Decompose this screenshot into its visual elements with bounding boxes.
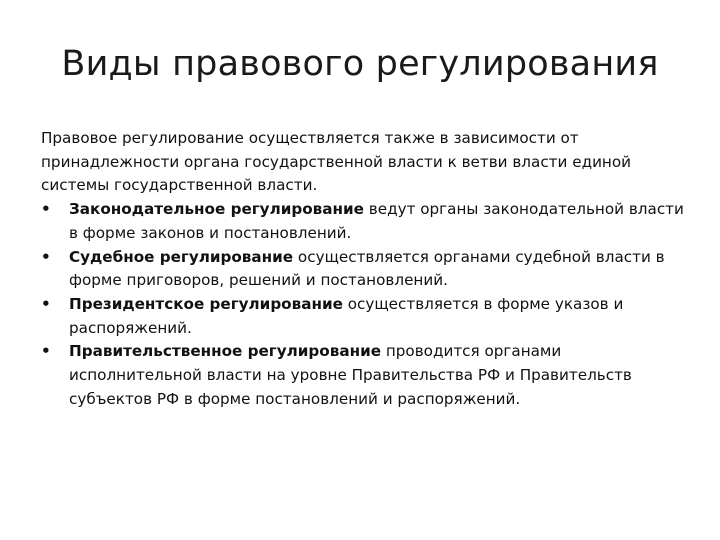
intro-paragraph: Правовое регулирование осуществляется также в зависимости от принадлежности органа государственной власти к ветви власти единой системы государственной власти. xyxy=(41,129,632,195)
bullet-icon: • xyxy=(41,294,51,313)
bullet-text: ведут органы законодательной власти в форме законов и постановлений. xyxy=(69,200,684,242)
bullet-icon: • xyxy=(41,342,51,361)
bullet-icon: • xyxy=(41,200,51,219)
bullet-term: Правительственное регулирование xyxy=(69,342,382,361)
bullet-icon: • xyxy=(41,247,51,266)
slide-body xyxy=(41,127,691,411)
slide-title: Виды правового регулирования xyxy=(61,44,659,84)
bullet-item-presidential xyxy=(41,293,691,340)
bullet-text: осуществляется органами судебной власти в форме приговоров, решений и постановлений. xyxy=(69,247,665,290)
bullet-term: Законодательное регулирование xyxy=(69,200,364,219)
bullet-item-governmental xyxy=(41,340,691,411)
bullet-item-legislative xyxy=(41,198,691,245)
bullet-term: Президентское регулирование xyxy=(69,294,343,313)
bullet-item-judicial xyxy=(41,246,691,293)
bullet-list xyxy=(41,198,691,411)
bullet-text: осуществляется в форме указов и распоряжений. xyxy=(69,294,624,337)
bullet-text: проводится органами исполнительной власти на уровне Правительства РФ и Правительств субъектов РФ в форме постановлений и распоряжений. xyxy=(69,342,632,408)
bullet-term: Судебное регулирование xyxy=(69,247,294,266)
